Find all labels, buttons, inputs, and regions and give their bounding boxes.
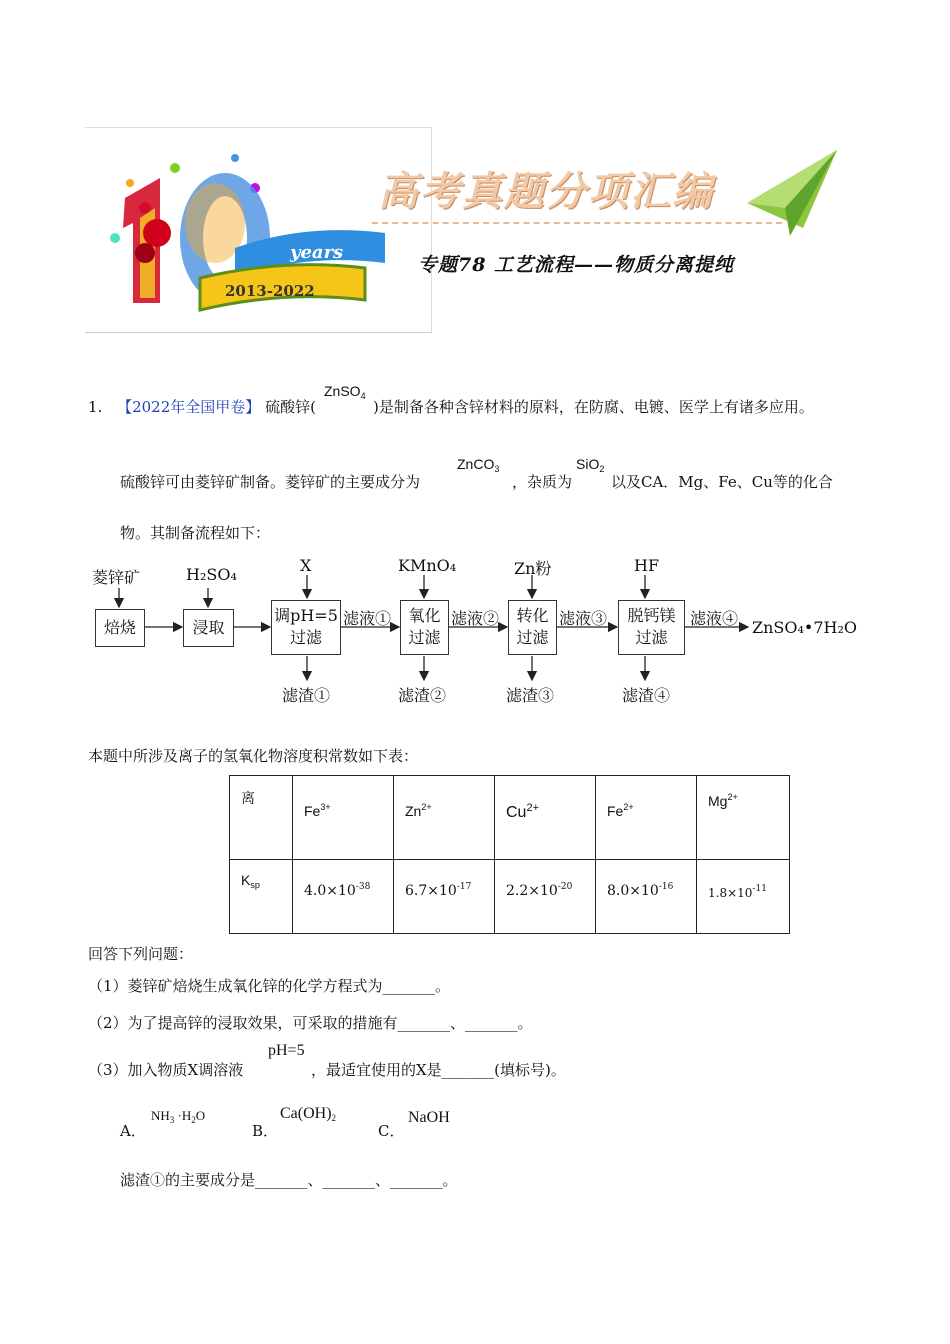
ion-cell [394,776,495,860]
flow-filtrate-3: 滤液③ [559,609,608,628]
flow-ore: 菱锌矿 [92,568,141,587]
flow-h2so4: H₂SO₄ [186,565,237,584]
flow-box-remove-ca-mg [618,600,685,655]
subquestion-1: （1）菱锌矿焙烧生成氧化锌的化学方程式为_______。 [88,977,451,995]
series-title: 高考真题分项汇编 [378,168,714,215]
ksp-times: ×10 [528,883,558,899]
ion-cell [293,776,394,860]
ion-base: Fe [304,803,321,819]
ion-cell [697,776,790,860]
intro-line-2b: ，杂质为 [512,473,573,491]
flow-residue-4: 滤渣④ [622,686,671,705]
ksp-value-cell [596,860,697,934]
subquestion-3-ph: pH=5 [268,1042,305,1059]
ksp-times: ×10 [427,883,457,899]
flow-product: ZnSO₄•7H₂O [752,618,858,637]
option-a-base: NH [151,1108,170,1123]
option-a-sub2: 2 [191,1115,196,1125]
answer-intro: 回答下列问题： [88,945,194,963]
table-row [230,860,790,934]
ion-charge: 3+ [320,802,331,812]
badge-years-text: years [290,242,344,263]
flow-step3-line1: 调pH=5 [274,606,338,625]
ion-charge: 2+ [727,792,738,802]
flow-step3-line2: 过滤 [289,628,322,647]
ksp-mantissa: 1.8 [708,886,728,900]
flow-filtrate-2: 滤液② [451,609,500,628]
ksp-exponent: -11 [752,884,767,894]
formula-znso4-sub: 4 [360,391,366,401]
intro-line-3: 物。其制备流程如下： [120,524,271,542]
subquestion-3-a: （3）加入物质X调溶液 [88,1061,244,1079]
table-row [230,776,790,860]
formula-sio2-sub: 2 [599,464,605,474]
flow-box-roast: 焙烧 [95,609,145,647]
flow-filtrate-1: 滤液① [343,609,392,628]
formula-sio2-base: SiO [576,456,600,472]
ksp-label-sub: sp [250,880,260,890]
flow-residue-2: 滤渣② [398,686,447,705]
option-a-formula [151,1108,205,1125]
ksp-times: ×10 [629,883,659,899]
subquestion-2: （2）为了提高锌的浸取效果，可采取的措施有_______、_______。 [88,1014,533,1032]
flow-step5-line2: 过滤 [516,628,549,647]
badge-range-text: 2013-2022 [225,282,315,300]
ksp-mantissa: 4.0 [304,883,327,899]
ion-charge: 2+ [526,802,539,814]
topic-subtitle: 专题78 工艺流程——物质分离提纯 [418,254,735,276]
option-b-letter: B． [252,1122,279,1140]
ion-base: Cu [506,804,527,821]
ksp-exponent: -17 [456,882,472,892]
flow-box-leach: 浸取 [183,609,234,647]
ksp-value-cell [293,860,394,934]
ksp-table [229,775,790,934]
question-source: 【2022年全国甲卷】 [117,398,261,416]
ksp-times: ×10 [727,886,753,900]
ion-charge: 2+ [421,802,432,812]
formula-znso4-base: ZnSO [324,383,361,399]
ksp-value-cell [697,860,790,934]
subquestion-3-b: ，最适宜使用的X是_______(填标号)。 [311,1061,566,1079]
ksp-mantissa: 6.7 [405,883,428,899]
residue-question: 滤渣①的主要成分是_______、_______、_______。 [120,1171,458,1189]
ksp-mantissa: 8.0 [607,883,630,899]
option-a-sub1: 3 [169,1115,175,1125]
flow-box-adjust-ph [271,600,341,655]
table-header-cell [230,776,293,860]
option-b-sub1: 2 [331,1113,337,1123]
ion-base: Fe [607,803,624,819]
ion-cell [596,776,697,860]
ksp-label: K [241,872,251,888]
option-b-base: Ca(OH) [280,1105,332,1122]
flow-step6-line1: 脱钙镁 [627,606,676,625]
intro-line-2c: 以及CA．Mg、Fe、Cu等的化合 [611,473,833,491]
ksp-mantissa: 2.2 [506,883,529,899]
flow-zn-powder: Zn粉 [514,559,552,578]
option-a-tail: O [195,1108,206,1123]
question-number: 1. [88,398,103,416]
flow-residue-1: 滤渣① [282,686,331,705]
ion-charge: 2+ [623,802,634,812]
flow-hf: HF [634,556,660,575]
flow-step4-line1: 氧化 [408,606,441,625]
ksp-value-cell [495,860,596,934]
flow-box-oxidize [400,600,449,655]
intro-text-a: 硫酸锌( [265,398,316,416]
flow-kmno4: KMnO₄ [398,556,457,575]
flow-residue-3: 滤渣③ [506,686,555,705]
ksp-exponent: -16 [658,882,674,892]
ion-base: Mg [708,793,728,809]
formula-znco3-sub: 3 [494,464,500,474]
flow-step6-line2: 过滤 [635,628,668,647]
ksp-exponent: -20 [557,882,573,892]
flow-step4-line2: 过滤 [408,628,441,647]
option-a-letter: A． [120,1122,146,1140]
ksp-exponent: -38 [355,882,371,892]
ksp-label-cell [230,860,293,934]
flow-filtrate-4: 滤液④ [690,609,739,628]
option-b-formula [280,1105,336,1123]
ksp-times: ×10 [326,883,356,899]
table-intro: 本题中所涉及离子的氢氧化物溶度积常数如下表： [88,747,419,765]
ion-base: Zn [405,803,422,819]
ion-cell [495,776,596,860]
flow-step5-line1: 转化 [516,606,549,625]
table-header-label: 离 [241,791,255,807]
ksp-value-cell [394,860,495,934]
intro-text-b: )是制备各种含锌材料的原料，在防腐、电镀、医学上有诸多应用。 [373,398,814,416]
option-c-letter: C． [378,1122,405,1140]
option-a-mid: ·H [177,1108,192,1123]
intro-line-2a: 硫酸锌可由菱锌矿制备。菱锌矿的主要成分为 [120,473,421,491]
flow-x: X [300,556,312,575]
option-c-formula: NaOH [408,1109,450,1126]
flow-box-convert [508,600,557,655]
formula-znco3-base: ZnCO [457,456,495,472]
